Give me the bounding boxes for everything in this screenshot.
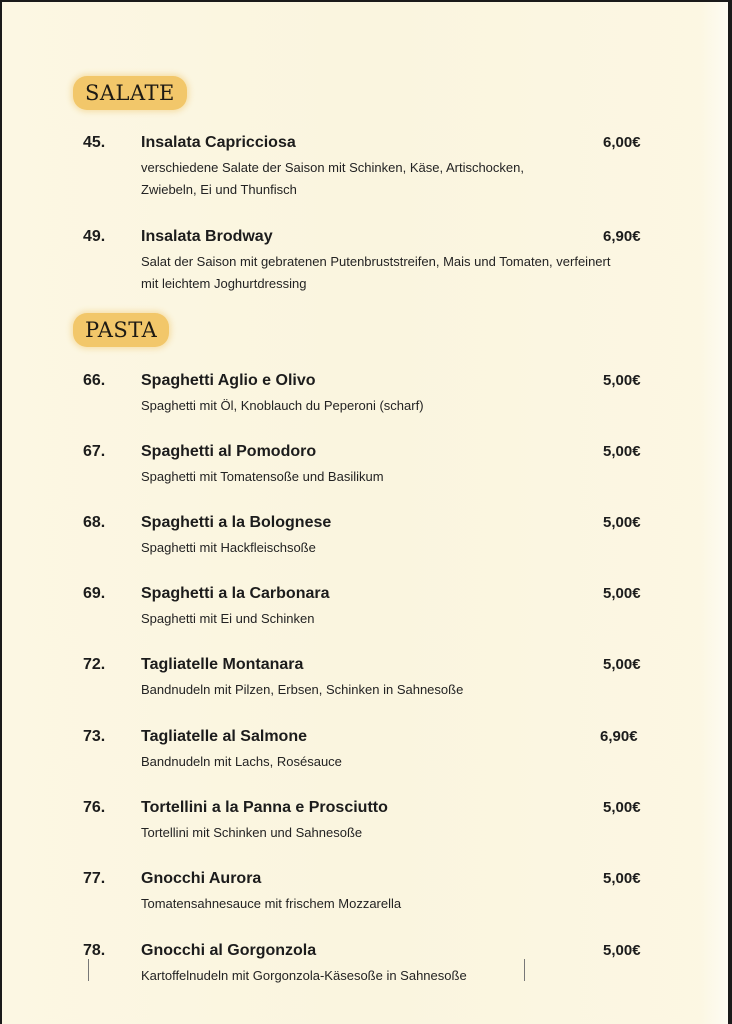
item-price: 6,90€ [600,728,638,745]
item-number: 77. [83,870,106,887]
item-price: 5,00€ [603,799,641,816]
scan-artifact-line [88,959,89,981]
page-edge-shade [700,2,728,1024]
item-number: 49. [83,228,106,245]
item-name: Insalata Capricciosa [141,134,296,151]
item-name: Spaghetti al Pomodoro [141,443,317,460]
item-name: Spaghetti a la Carbonara [141,585,330,602]
item-description: Bandnudeln mit Lachs, Rosésauce [141,754,342,769]
item-description: Kartoffelnudeln mit Gorgonzola-Käsesoße in Sahnesoße [141,968,467,983]
item-price: 5,00€ [603,656,641,673]
item-number: 72. [83,656,106,673]
item-name: Tagliatelle al Salmone [141,728,307,745]
item-price: 6,90€ [603,228,641,245]
item-description: Spaghetti mit Hackfleischsoße [141,540,316,555]
item-name: Insalata Brodway [141,228,273,245]
item-name: Gnocchi Aurora [141,870,262,887]
item-name: Spaghetti a la Bolognese [141,514,332,531]
item-description: verschiedene Salate der Saison mit Schinken, Käse, Artischocken, Zwiebeln, Ei und Thunfisch [141,160,524,197]
item-price: 5,00€ [603,585,641,602]
section-header-salate: SALATE [73,76,187,110]
item-number: 73. [83,728,106,745]
item-price: 5,00€ [603,942,641,959]
item-name: Tortellini a la Panna e Prosciutto [141,799,388,816]
item-description: Tomatensahnesauce mit frischem Mozzarella [141,896,402,911]
item-name: Tagliatelle Montanara [141,656,304,673]
item-number: 68. [83,514,106,531]
item-name: Gnocchi al Gorgonzola [141,942,317,959]
item-number: 76. [83,799,106,816]
section-header-pasta: PASTA [73,313,169,347]
item-description: Spaghetti mit Tomatensoße und Basilikum [141,469,384,484]
item-number: 66. [83,372,106,389]
menu-page [2,2,728,1024]
item-number: 67. [83,443,106,460]
item-name: Spaghetti Aglio e Olivo [141,372,316,389]
item-number: 45. [83,134,106,151]
item-description: Salat der Saison mit gebratenen Putenbruststreifen, Mais und Tomaten, verfeinert mit leichtem Joghurtdressing [141,254,611,291]
item-price: 5,00€ [603,372,641,389]
item-number: 78. [83,942,106,959]
item-number: 69. [83,585,106,602]
item-price: 6,00€ [603,134,641,151]
item-price: 5,00€ [603,443,641,460]
item-description: Spaghetti mit Öl, Knoblauch du Peperoni (scharf) [141,398,424,413]
scan-artifact-line [524,959,525,981]
item-price: 5,00€ [603,870,641,887]
item-description: Spaghetti mit Ei und Schinken [141,611,315,626]
item-price: 5,00€ [603,514,641,531]
item-description: Bandnudeln mit Pilzen, Erbsen, Schinken in Sahnesoße [141,682,464,697]
item-description: Tortellini mit Schinken und Sahnesoße [141,825,363,840]
